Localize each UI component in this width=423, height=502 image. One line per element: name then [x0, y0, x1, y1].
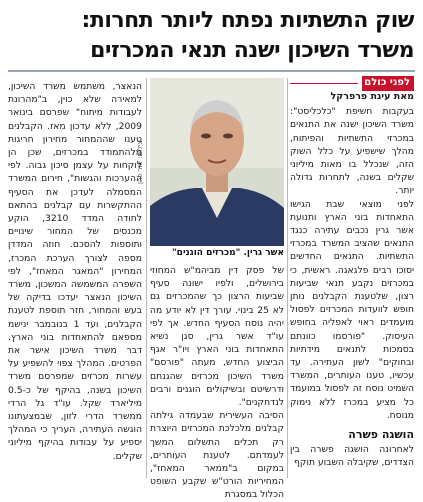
paragraph: של פסק דין מביהמ"ש המחוזי בירושלים, ולפיו ישונה סעיף שביעות הרצון כך שהמכרזים גם לא 25 בינוי. עורך דין לא יודע מה יהיה נוסח הסעיף החדש. אך לפי עו"ד אשר גרין, סגן נשיא התאחדות בוני הארץ ויו"ר אגף הביצוע החדש, מעתה "פורסם" משרד השיכון מכרזים שהגנתם ודרשיטם ובשיקולים הוגנים ורבים לנדחקנים". — [150, 265, 284, 409]
headline-line-2: משרד השיכון ישנה תנאי המכרזים — [90, 38, 414, 63]
paragraph: בעקבות חשיפת "כלכליסט": משרד השיכון ישנה את התנאים במכרזי התשתיות והפיתוח, מהלך שישפיע על כלל השוק הזה, שנכלל בו מאות מיליוני שקלים בשנה, לתחרות גדולה יותר. — [290, 106, 414, 197]
kicker-label: לפני כולם — [364, 77, 410, 88]
headline — [6, 6, 418, 68]
paragraph: לפני מוצאי שבת הגישו התאחדות בוני הארץ ותנועת אשר גרין נכבים עתירה כנגד התנאים שהציב המשרד במכרזי התשתיות. התנאים החדשים יסוכו רבים פלגאגה. ראשית, כי במכרזים נקבע תנאי שביעות רצון, שלטענת הקבלנים נותן חופש לוועדות המכרזים לפסול מועמדים ראוי לאפליה בחופש העיסוק. "פורסמו כוונתם בסמכות לתנאים מידתיות ובחוקים" לשון העתירה. עד עכשיו, טענו העותרים, המשרד השמיט נוסח זה לפסול במועמד כל מציע במכרז ללא נימוק מנוסח. — [290, 198, 414, 421]
article-column-middle — [150, 264, 284, 501]
portrait-image — [150, 78, 284, 246]
byline: מאת עינת פרפרקל — [330, 91, 414, 102]
section-kicker — [290, 76, 414, 91]
photo-credit: צילום: אור כהן — [136, 140, 144, 184]
kicker-line — [290, 83, 358, 84]
headline-rule — [8, 70, 415, 72]
column-divider — [287, 78, 288, 478]
portrait-photo — [150, 78, 284, 246]
paragraph: הסיבה העשירית שבעמדה גילתה קבלנים מלכלכת המכרזים היוצרת רק תכלים התשלום המשך לעמדתם. לטענת העותרים, במקום ב"ממאר המאחז", המחיריות הורט"ש שקבע השופט הכלול במסגרת — [150, 410, 284, 501]
paragraph: לאחרונה הושגה פשרה בין הצדדים, שקיבלה השבוע תוקף — [290, 444, 414, 469]
column-divider — [146, 78, 147, 478]
paragraph: הנאצר, משתמש משרד השיכון, למאירה שלא כוין, ב"מהרונת לעבודות מיתוח" שפרסם בינואר 2009, ללא עדכון מאז. הקבלנים טענו שההמחור מחירון חריגות מלהתמודד במכרזים, שכן הן לוקחות על עצמן סיכון גבוה. לפי ההערכות והגשות", חירום המשרד המסמלה לעדכן את הסעיף ההתקשרות עם קבלנים בהתאם לחודה המדד 3210, הוקע מכנסים של המחור שינויים ותוספות להסכם. חוזה המדדן מספה לצורך הערכת המכרז, המחירון "המאגר המאחז", לפי השפרה המשמשה המשכון, משרד השיכון הנאצר יעדכו בדיקה של בעש והמחור, חזר תוספת לטענת הקבלנים, ועד 1 בנובמבר ינישמ מספאם להתאחדות בוני הארץ. דבר משרד השיכון אישר את הפרטים. המהלך צפוי להשפיע על עשרות מכרזים שמפרסם משרד השיכון בשנה, בהיקף של כ-0.5 מיליארד שקל. עו"ד גל הרדי ממשרד הדרי לזון, שבמצעתונו הוגשה העתירה, העריך כי המהלך יספיע על עבודות בהיקף מיליוני שקלים. — [8, 81, 143, 462]
photo-caption: אשר גרין. "מכרזים הוגנים" — [171, 248, 284, 258]
article-column-right — [290, 90, 414, 480]
subheading: הושגה פשרה — [348, 428, 414, 442]
headline-line-1: שוק התשתיות נפתח ליותר תחרות: — [81, 8, 414, 33]
article-column-left — [8, 80, 142, 480]
